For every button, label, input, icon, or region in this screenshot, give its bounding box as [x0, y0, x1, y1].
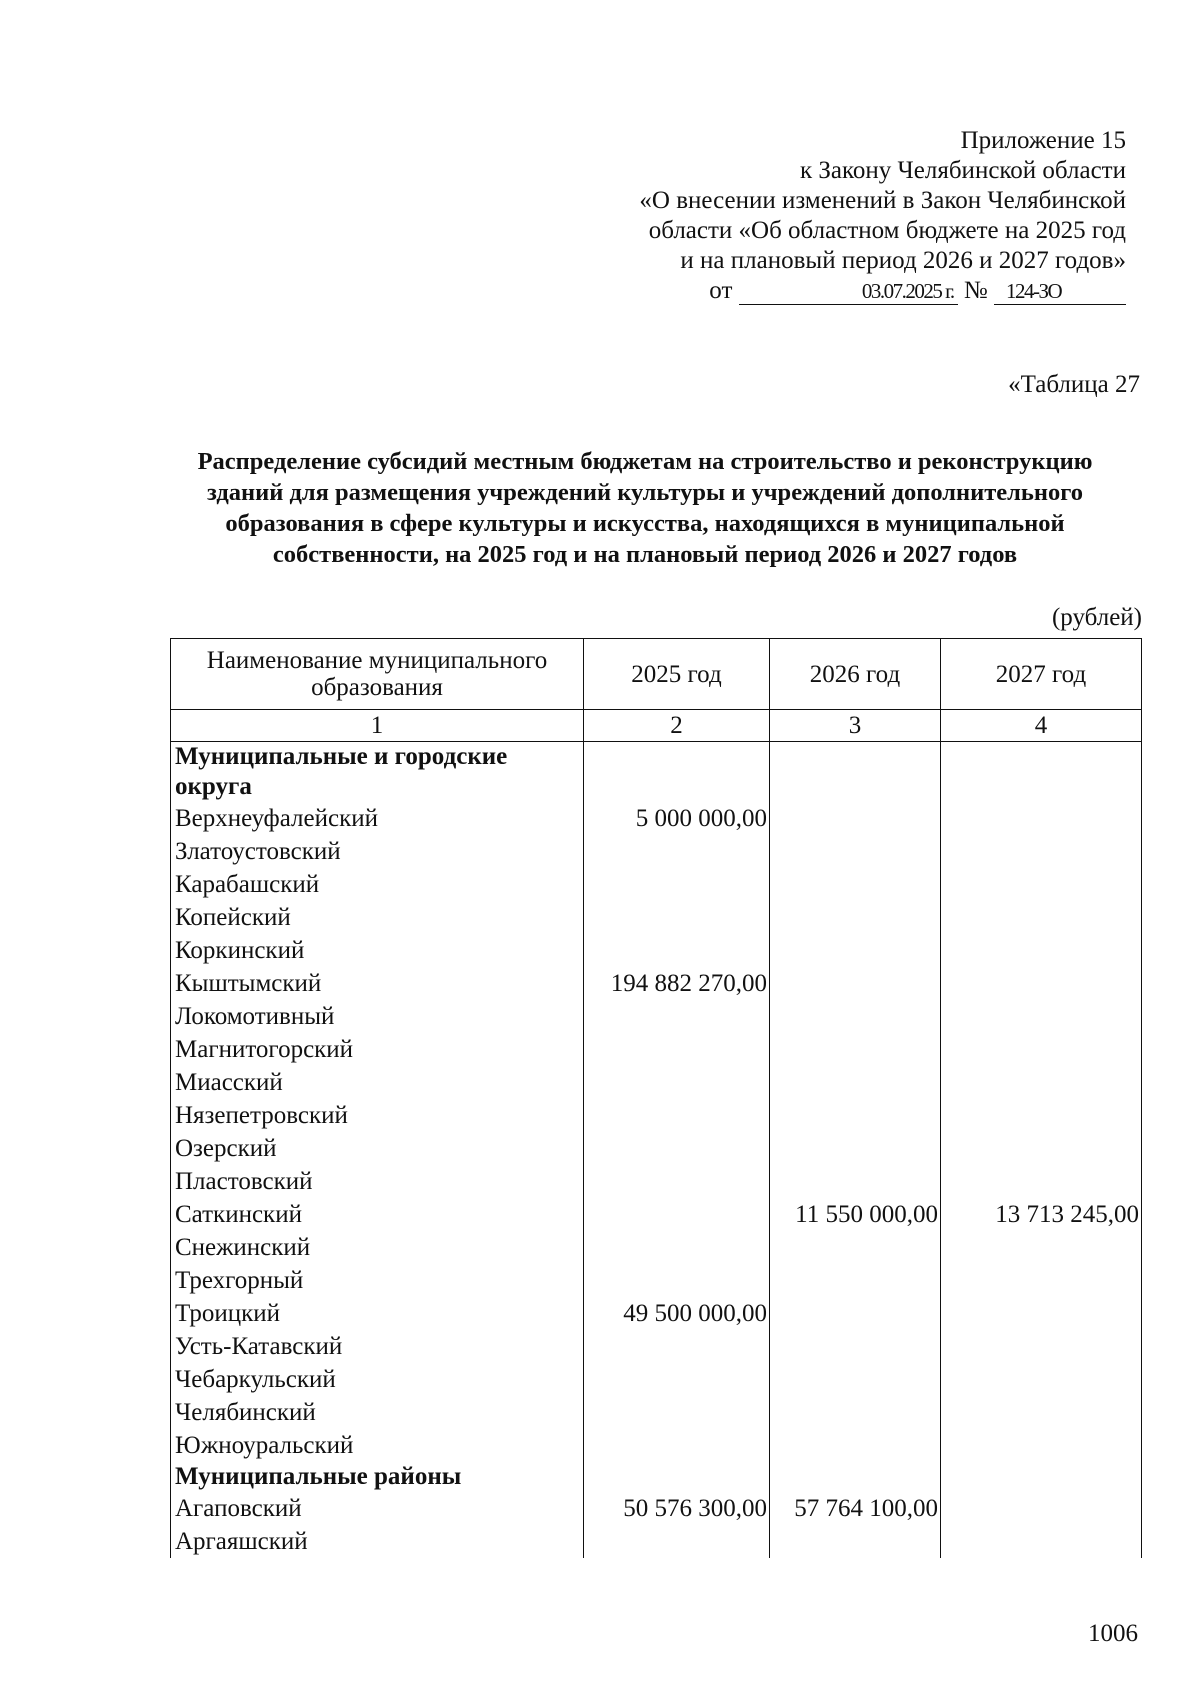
value-2027: [941, 1492, 1142, 1525]
table-row: [171, 802, 1142, 835]
table-row: [171, 1165, 1142, 1198]
municipality-name: Челябинский: [171, 1396, 584, 1429]
table-body: [171, 742, 1142, 1559]
value-2025: [584, 1033, 770, 1066]
header-2027: 2027 год: [941, 639, 1142, 710]
value-2025: [584, 1099, 770, 1132]
table-row: [171, 1132, 1142, 1165]
value-2026: [770, 1525, 941, 1558]
value-2027: [941, 1429, 1142, 1462]
value-2026: [770, 967, 941, 1000]
value-2027: [941, 802, 1142, 835]
table-row: [171, 1363, 1142, 1396]
value-2025: [584, 1396, 770, 1429]
value-2026: [770, 1297, 941, 1330]
law-date-line: [566, 276, 1126, 306]
table-row: [171, 835, 1142, 868]
group-row: [171, 742, 1142, 773]
value-2025: [584, 1132, 770, 1165]
title-line-2: зданий для размещения учреждений культуры и учреждений дополнительного: [207, 479, 1083, 506]
value-2026: [770, 1429, 941, 1462]
municipality-name: Копейский: [171, 901, 584, 934]
empty-cell: [941, 742, 1142, 773]
municipality-name: Нязепетровский: [171, 1099, 584, 1132]
value-2026: [770, 1132, 941, 1165]
municipality-name: Чебаркульский: [171, 1363, 584, 1396]
value-2025: 194 882 270,00: [584, 967, 770, 1000]
empty-cell: [584, 772, 770, 802]
value-2026: [770, 1363, 941, 1396]
group-row: [171, 772, 1142, 802]
table-header-row: [171, 639, 1142, 710]
value-2026: [770, 1330, 941, 1363]
table-row: [171, 1033, 1142, 1066]
value-2027: [941, 1297, 1142, 1330]
value-2027: [941, 1396, 1142, 1429]
value-2026: [770, 1396, 941, 1429]
municipality-name: Трехгорный: [171, 1264, 584, 1297]
value-2027: [941, 1264, 1142, 1297]
table-row: [171, 1198, 1142, 1231]
value-2025: [584, 1525, 770, 1558]
empty-cell: [584, 742, 770, 773]
table-row: [171, 868, 1142, 901]
value-2026: 11 550 000,00: [770, 1198, 941, 1231]
value-2025: [584, 1429, 770, 1462]
value-2027: [941, 1099, 1142, 1132]
value-2025: 49 500 000,00: [584, 1297, 770, 1330]
value-2026: [770, 1231, 941, 1264]
column-number: 2: [584, 710, 770, 742]
value-2026: [770, 1066, 941, 1099]
empty-cell: [770, 1462, 941, 1492]
header-line-5: и на плановый период 2026 и 2027 годов»: [680, 247, 1126, 274]
value-2025: 5 000 000,00: [584, 802, 770, 835]
header-municipality: Наименование муниципального образования: [171, 639, 584, 710]
municipality-name: Верхнеуфалейский: [171, 802, 584, 835]
table-row: [171, 1492, 1142, 1525]
table-row: [171, 1099, 1142, 1132]
value-2025: [584, 1066, 770, 1099]
municipality-name: Златоустовский: [171, 835, 584, 868]
value-2027: [941, 901, 1142, 934]
header-line-1: Приложение 15: [960, 127, 1126, 154]
value-2025: [584, 1363, 770, 1396]
municipality-name: Пластовский: [171, 1165, 584, 1198]
municipality-name: Усть-Катавский: [171, 1330, 584, 1363]
group-row: [171, 1462, 1142, 1492]
column-number: 1: [171, 710, 584, 742]
title-line-1: Распределение субсидий местным бюджетам на строительство и реконструкцию: [197, 448, 1093, 475]
number-sign: №: [963, 277, 988, 304]
value-2025: [584, 1000, 770, 1033]
units-label: (рублей): [1051, 604, 1142, 631]
table-row: [171, 1264, 1142, 1297]
group-name: Муниципальные районы: [171, 1462, 584, 1492]
value-2027: 13 713 245,00: [941, 1198, 1142, 1231]
group-name: округа: [171, 772, 584, 802]
value-2027: [941, 1132, 1142, 1165]
value-2027: [941, 1165, 1142, 1198]
group-name: Муниципальные и городские: [171, 742, 584, 773]
value-2025: 50 576 300,00: [584, 1492, 770, 1525]
empty-cell: [941, 772, 1142, 802]
title-line-3: образования в сфере культуры и искусства, находящихся в муниципальной: [225, 510, 1065, 537]
empty-cell: [584, 1462, 770, 1492]
law-date: 03.07.2025 г.: [739, 278, 958, 305]
municipality-name: Снежинский: [171, 1231, 584, 1264]
municipality-name: Агаповский: [171, 1492, 584, 1525]
value-2025: [584, 934, 770, 967]
value-2026: [770, 1264, 941, 1297]
value-2025: [584, 1231, 770, 1264]
table-row: [171, 1396, 1142, 1429]
municipality-name: Локомотивный: [171, 1000, 584, 1033]
municipality-name: Магнитогорский: [171, 1033, 584, 1066]
title-line-4: собственности, на 2025 год и на плановый период 2026 и 2027 годов: [272, 541, 1018, 568]
value-2027: [941, 967, 1142, 1000]
value-2026: [770, 868, 941, 901]
municipality-name: Карабашский: [171, 868, 584, 901]
value-2025: [584, 835, 770, 868]
value-2026: [770, 835, 941, 868]
appendix-header: [566, 126, 1126, 306]
value-2027: [941, 1525, 1142, 1558]
value-2025: [584, 868, 770, 901]
header-line-2: к Закону Челябинской области: [800, 157, 1126, 184]
document-title: [150, 446, 1140, 570]
header-line-3: «О внесении изменений в Закон Челябинской: [639, 187, 1126, 214]
empty-cell: [941, 1462, 1142, 1492]
table-row: [171, 934, 1142, 967]
value-2027: [941, 1231, 1142, 1264]
header-2025: 2025 год: [584, 639, 770, 710]
value-2025: [584, 1165, 770, 1198]
table-row: [171, 1429, 1142, 1462]
municipality-name: Троицкий: [171, 1297, 584, 1330]
municipality-name: Озерский: [171, 1132, 584, 1165]
column-number-row: [171, 710, 1142, 742]
table-row: [171, 901, 1142, 934]
value-2025: [584, 1330, 770, 1363]
value-2026: [770, 1165, 941, 1198]
municipality-name: Миасский: [171, 1066, 584, 1099]
value-2027: [941, 934, 1142, 967]
empty-cell: [770, 742, 941, 773]
municipality-name: Кыштымский: [171, 967, 584, 1000]
table-row: [171, 1297, 1142, 1330]
value-2026: [770, 901, 941, 934]
value-2027: [941, 835, 1142, 868]
value-2027: [941, 1000, 1142, 1033]
subsidy-table: [170, 638, 1142, 1558]
table-row: [171, 1330, 1142, 1363]
date-prefix: от: [709, 277, 733, 304]
value-2025: [584, 901, 770, 934]
table-row: [171, 967, 1142, 1000]
value-2026: [770, 1033, 941, 1066]
table-row: [171, 1066, 1142, 1099]
value-2027: [941, 1066, 1142, 1099]
value-2026: [770, 802, 941, 835]
value-2025: [584, 1264, 770, 1297]
value-2027: [941, 1363, 1142, 1396]
municipality-name: Аргаяшский: [171, 1525, 584, 1558]
header-2026: 2026 год: [770, 639, 941, 710]
value-2026: [770, 1000, 941, 1033]
value-2026: [770, 1099, 941, 1132]
value-2027: [941, 1033, 1142, 1066]
value-2027: [941, 1330, 1142, 1363]
municipality-name: Южноуральский: [171, 1429, 584, 1462]
value-2026: [770, 934, 941, 967]
municipality-name: Саткинский: [171, 1198, 584, 1231]
value-2027: [941, 868, 1142, 901]
table-row: [171, 1231, 1142, 1264]
empty-cell: [770, 772, 941, 802]
header-line-4: области «Об областном бюджете на 2025 год: [648, 217, 1126, 244]
law-number: 124-ЗО: [994, 278, 1126, 305]
table-row: [171, 1000, 1142, 1033]
table-label: «Таблица 27: [1008, 371, 1140, 398]
column-number: 4: [941, 710, 1142, 742]
page-number: 1006: [1088, 1620, 1138, 1647]
value-2026: 57 764 100,00: [770, 1492, 941, 1525]
value-2025: [584, 1198, 770, 1231]
table-row: [171, 1525, 1142, 1558]
column-number: 3: [770, 710, 941, 742]
municipality-name: Коркинский: [171, 934, 584, 967]
